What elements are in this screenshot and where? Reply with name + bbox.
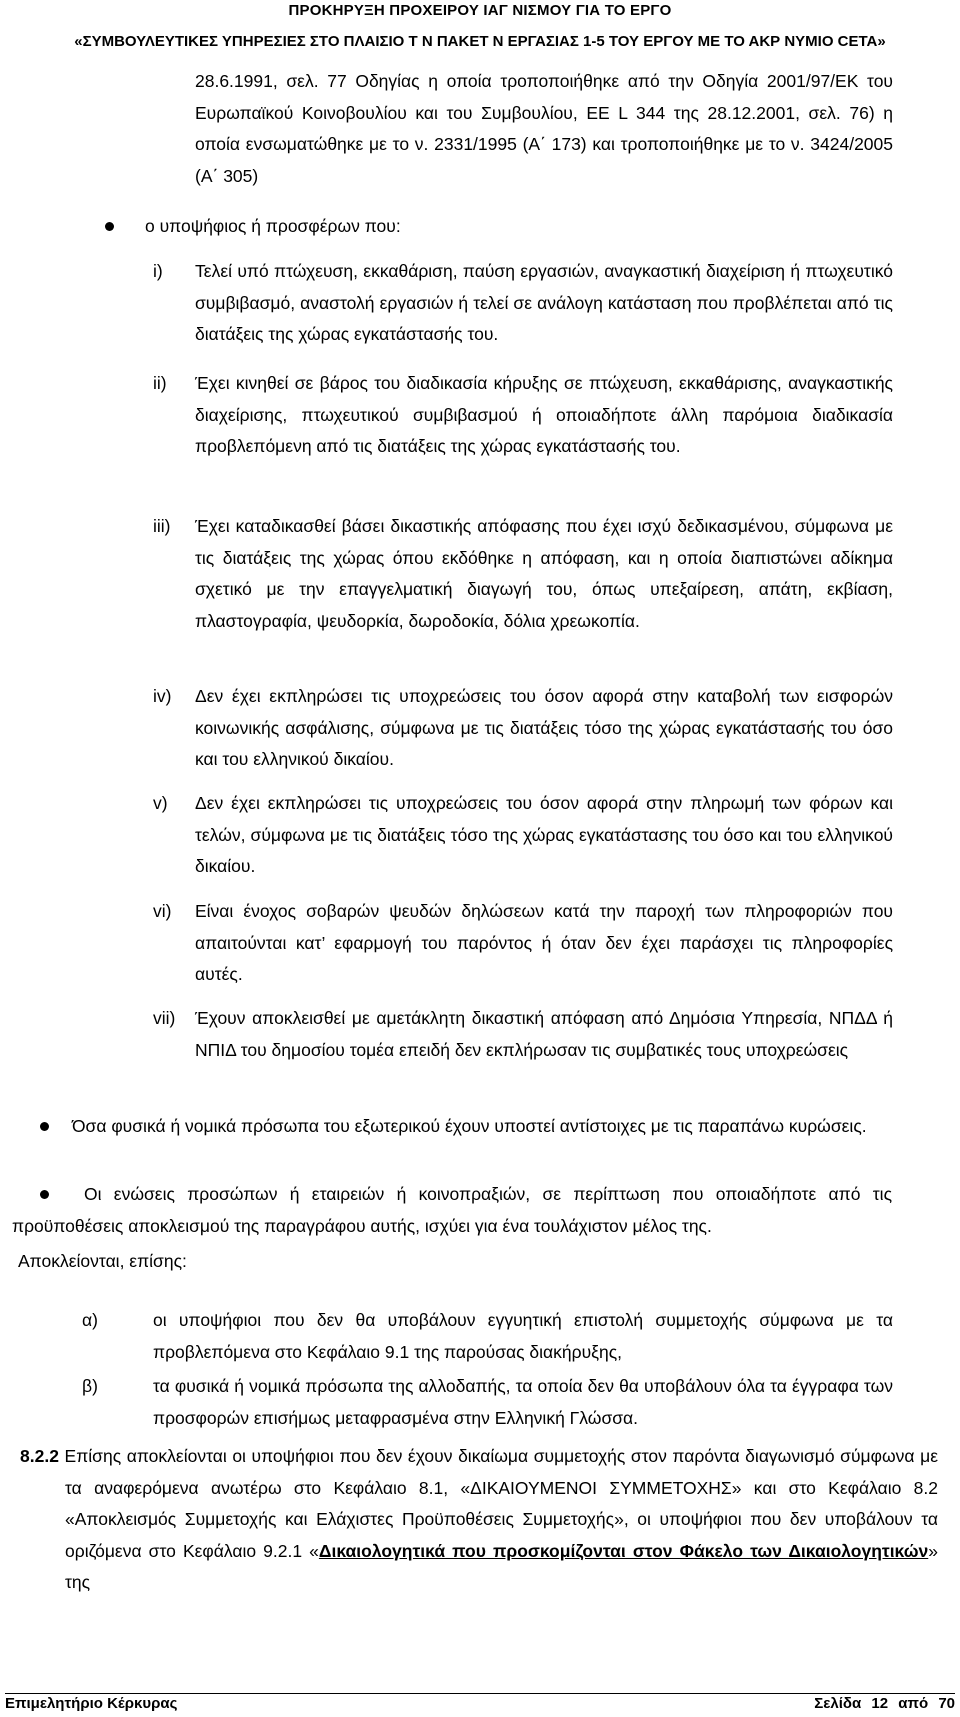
bullet-consortia: Οι ενώσεις προσώπων ή εταιρειών ή κοινοπραξιών, σε περίπτωση που οποιαδήποτε από τις προϋποθέσεις αποκλεισμού της παραγράφου αυτής, ισχύει για ένα τουλάχιστον μέλος της. xyxy=(12,1184,892,1236)
item-number: v) xyxy=(153,793,168,813)
letter-number: α) xyxy=(82,1310,98,1330)
item-text: Δεν έχει εκπληρώσει τις υποχρεώσεις του όσον αφορά στην καταβολή των εισφορών κοινωνικής ασφάλισης, σύμφωνα με τις διατάξεις τόσο της χώρας εγκατάστασής του όσο και του ελληνικού δικαίου. xyxy=(195,686,893,769)
section-8-2-2 xyxy=(20,1441,938,1599)
header-title: ΠΡΟΚΗΡΥΞΗ ΠΡΟΧΕΙΡΟΥ ΙΑΓ ΝΙΣΜΟΥ ΓΙΑ ΤΟ ΕΡΓΟ xyxy=(288,2,672,19)
item-text: Έχει κινηθεί σε βάρος του διαδικασία κήρυξης σε πτώχευση, εκκαθάρισης, αναγκαστικής διαχείρισης, πτωχευτικού συμβιβασμού ή οποιαδήποτε άλλη παρόμοια διαδικασία προβλεπόμενη από τις διατάξεις της χώρας εγκατάστασής του. xyxy=(195,373,893,456)
item-text: Τελεί υπό πτώχευση, εκκαθάριση, παύση εργασιών, αναγκαστική διαχείριση ή πτωχευτικό συμβιβασμό, αναστολή εργασιών ή τελεί σε ανάλογη κατάσταση που προβλέπεται από τις διατάξεις της χώρας εγκατάστασής του. xyxy=(195,261,893,344)
of-label: από xyxy=(898,1695,929,1712)
item-number: vi) xyxy=(153,901,172,921)
page-number: 12 xyxy=(871,1695,889,1712)
section-text-b: » της xyxy=(65,1540,938,1592)
page-total: 70 xyxy=(938,1695,955,1712)
bullet-foreign: Όσα φυσικά ή νομικά πρόσωπα του εξωτερικού έχουν υποστεί αντίστοιχες με τις παραπάνω κυρώσεις. xyxy=(72,1116,867,1136)
letter-text: τα φυσικά ή νομικά πρόσωπα της αλλοδαπής, τα οποία δεν θα υποβάλουν όλα τα έγγραφα των προσφορών επισήμως μεταφρασμένα στην Ελληνική Γλώσσα. xyxy=(153,1376,893,1428)
item-number: iv) xyxy=(153,686,172,706)
bullet-candidate: ο υποψήφιος ή προσφέρων που: xyxy=(145,216,401,236)
item-number: iii) xyxy=(153,516,171,536)
item-number: i) xyxy=(153,261,163,281)
footer-divider xyxy=(5,1693,955,1694)
bullet-dot xyxy=(105,222,114,231)
page-label: Σελίδα xyxy=(814,1695,862,1712)
letter-text: οι υποψήφιοι που δεν θα υποβάλουν εγγυητική επιστολή συμμετοχής σύμφωνα με τα προβλεπόμενα στο Κεφάλαιο 9.1 της παρούσας διακήρυξης, xyxy=(153,1310,893,1362)
item-text: Έχει καταδικασθεί βάσει δικαστικής απόφασης που έχει ισχύ δεδικασμένου, σύμφωνα με τις διατάξεις της χώρας όπου εκδόθηκε η απόφαση, και η οποία διαπιστώνει αδίκημα σχετικό με την επαγγελματική διαγωγή του, όπως υπεξαίρεση, απάτη, εκβίαση, πλαστογραφία, ψευδορκία, δωροδοκία, δόλια χρεωκοπία. xyxy=(195,516,893,631)
item-text: Δεν έχει εκπληρώσει τις υποχρεώσεις του όσον αφορά στην πληρωμή των φόρων και τελών, σύμφωνα με τις διατάξεις τόσο της χώρας εγκατάστασης του όσο και του ελληνικού δικαίου. xyxy=(195,793,893,876)
intro-paragraph: 28.6.1991, σελ. 77 Οδηγίας η οποία τροποποιήθηκε από την Οδηγία 2001/97/ΕΚ του Ευρωπαϊκού Κοινοβουλίου και του Συμβουλίου, ΕΕ L 344 της 28.12.2001, σελ. 76) η οποία ενσωματώθηκε με το ν. 2331/1995 (Α΄ 173) και τροποποιήθηκε με το ν. 3424/2005 (Α΄ 305) xyxy=(195,71,893,186)
footer-organization: Επιμελητήριο Κέρκυρας xyxy=(5,1695,178,1712)
item-text: Έχουν αποκλεισθεί με αμετάκλητη δικαστική απόφαση από Δημόσια Υπηρεσία, ΝΠΔΔ ή ΝΠΙΔ του δημοσίου τομέα επειδή δεν εκπλήρωσαν τις συμβατικές τους υποχρεώσεις xyxy=(195,1008,893,1060)
item-number: ii) xyxy=(153,373,167,393)
item-number: vii) xyxy=(153,1008,176,1028)
section-bold-text: Δικαιολογητικά που προσκομίζονται στον Φάκελο των Δικαιολογητικών xyxy=(318,1540,929,1561)
letter-number: β) xyxy=(82,1376,98,1396)
header-subtitle: «ΣΥΜΒΟΥΛΕΥΤΙΚΕΣ ΥΠΗΡΕΣΙΕΣ ΣΤΟ ΠΛΑΙΣΙΟ Τ Ν ΠΑΚΕΤ Ν ΕΡΓΑΣΙΑΣ 1-5 ΤΟΥ ΕΡΓΟΥ ΜΕ ΤΟ ΑΚΡ ΝΥΜΙΟ CETA» xyxy=(74,33,886,50)
section-text-a: Επίσης αποκλείονται οι υποψήφιοι που δεν έχουν δικαίωμα συμμετοχής στον παρόντα διαγωνισμό σύμφωνα με τα αναφερόμενα ανωτέρω στο Κεφάλαιο 8.1, «ΔΙΚΑΙΟΥΜΕΝΟΙ ΣΥΜΜΕΤΟΧΗΣ» και στο Κεφάλαιο 8.2 «Αποκλεισμός Συμμετοχής και Ελάχιστες Προϋποθέσεις Συμμετοχής», οι υποψήφιοι που δεν υποβάλουν τα οριζόμενα στο Κεφάλαιο 9.2.1 « xyxy=(64,1446,938,1561)
section-number: 8.2.2 xyxy=(20,1446,59,1466)
footer-page-info xyxy=(808,1695,955,1712)
item-text: Είναι ένοχος σοβαρών ψευδών δηλώσεων κατά την παροχή των πληροφοριών που απαιτούνται κατ’ εφαρμογή του παρόντος ή όταν δεν έχει παράσχει τις πληροφορίες αυτές. xyxy=(195,901,893,984)
excluded-heading: Αποκλείονται, επίσης: xyxy=(18,1251,187,1271)
